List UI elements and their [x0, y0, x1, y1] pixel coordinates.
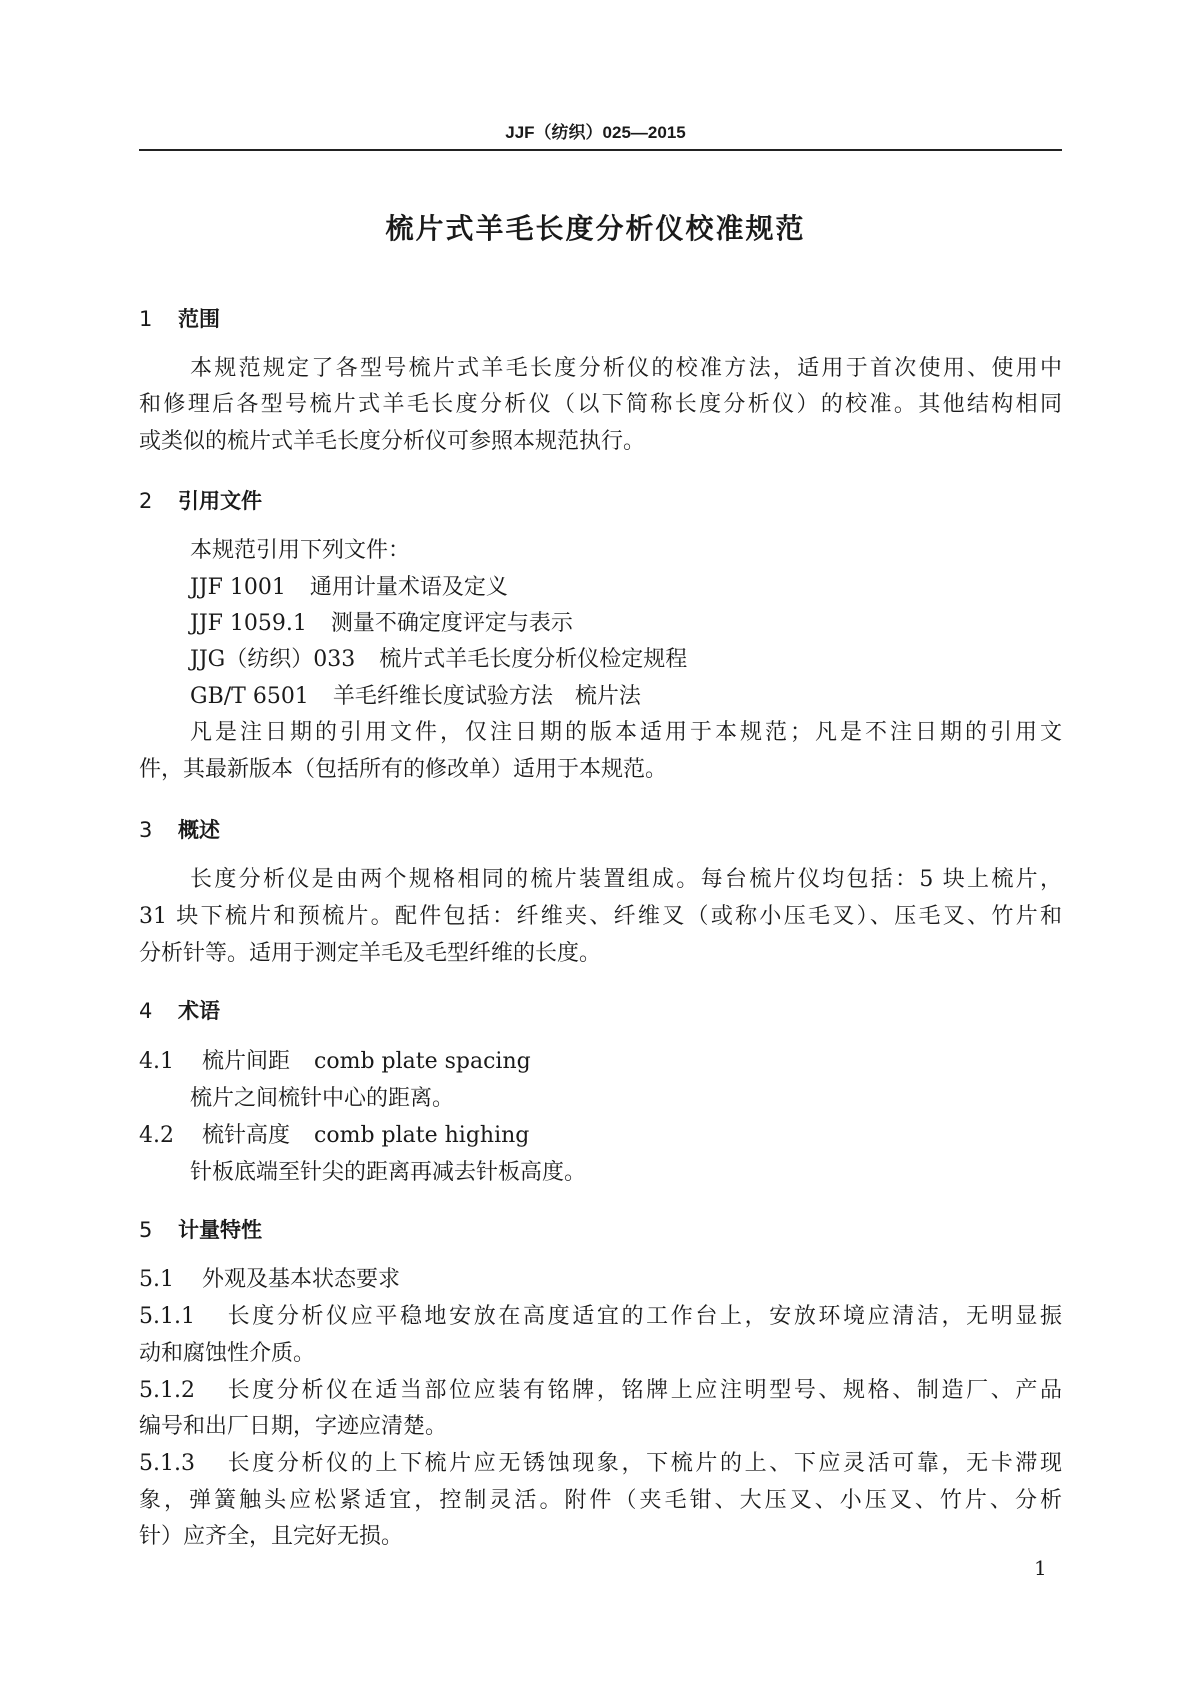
section-number: 2	[139, 489, 153, 513]
clause-number: 4.2	[139, 1123, 174, 1148]
document-code-header: JJF（纺织）025—2015	[505, 123, 686, 142]
reference-code: JJF 1001	[190, 575, 286, 600]
reference-code: GB/T 6501	[190, 684, 309, 709]
term-chinese: 梳片间距	[202, 1049, 291, 1074]
reference-item	[190, 610, 1062, 638]
section-title: 术语	[178, 999, 220, 1023]
clause-text: 长度分析仪应平稳地安放在高度适宜的工作台上，安放环境应清洁，无明显振	[225, 1304, 1062, 1329]
section-number: 4	[139, 999, 153, 1023]
term-english: comb plate spacing	[314, 1049, 531, 1074]
clause-line: 编号和出厂日期，字迹应清楚。	[139, 1414, 448, 1439]
clause-line: 针）应齐全，且完好无损。	[139, 1524, 404, 1549]
section-title: 范围	[178, 307, 220, 331]
clause-line: 象，弹簧触头应松紧适宜，控制灵活。附件（夹毛钳、大压叉、小压叉、竹片、分析	[139, 1488, 1062, 1513]
section-4-heading	[139, 995, 220, 1025]
section-1-heading	[139, 303, 220, 333]
paragraph-line: 凡是注日期的引用文件，仅注日期的版本适用于本规范；凡是不注日期的引用文	[190, 720, 1062, 745]
paragraph-line: 和修理后各型号梳片式羊毛长度分析仪（以下简称长度分析仪）的校准。其他结构相同	[139, 392, 1062, 417]
document-title: 梳片式羊毛长度分析仪校准规范	[385, 212, 806, 245]
paragraph-line: 或类似的梳片式羊毛长度分析仪可参照本规范执行。	[139, 429, 646, 454]
clause-number: 5.1.3	[139, 1451, 195, 1476]
reference-code: JJG（纺织）033	[190, 647, 356, 672]
clause-line	[139, 1377, 1062, 1405]
clause-number: 5.1	[139, 1267, 174, 1292]
term-english: comb plate highing	[314, 1123, 530, 1148]
reference-item	[190, 646, 1062, 674]
paragraph-line: 本规范规定了各型号梳片式羊毛长度分析仪的校准方法，适用于首次使用、使用中	[190, 356, 1062, 381]
clause-text: 长度分析仪的上下梳片应无锈蚀现象，下梳片的上、下应灵活可靠，无卡滞现	[225, 1451, 1062, 1476]
term-heading	[139, 1048, 1062, 1076]
reference-item	[190, 683, 1062, 711]
header-rule	[139, 149, 1062, 151]
clause-number: 5.1.1	[139, 1304, 195, 1329]
reference-name: 通用计量术语及定义	[309, 575, 508, 600]
clause-text: 长度分析仪在适当部位应装有铭牌，铭牌上应注明型号、规格、制造厂、产品	[225, 1378, 1062, 1403]
reference-name: 羊毛纤维长度试验方法 梳片法	[332, 684, 641, 709]
section-number: 1	[139, 307, 153, 331]
clause-line	[139, 1450, 1062, 1478]
section-3-heading	[139, 814, 220, 844]
term-heading	[139, 1122, 1062, 1150]
term-chinese: 梳针高度	[202, 1123, 291, 1148]
clause-line: 动和腐蚀性介质。	[139, 1341, 316, 1366]
term-definition: 针板底端至针尖的距离再减去针板高度。	[190, 1160, 587, 1185]
paragraph-line: 件，其最新版本（包括所有的修改单）适用于本规范。	[139, 757, 668, 782]
reference-name: 梳片式羊毛长度分析仪检定规程	[379, 647, 688, 672]
section-2-heading	[139, 485, 262, 515]
clause-number: 5.1.2	[139, 1378, 195, 1403]
section-number: 5	[139, 1218, 153, 1242]
paragraph-line: 本规范引用下列文件：	[190, 538, 411, 563]
subsection-heading	[139, 1266, 1062, 1294]
term-definition: 梳片之间梳针中心的距离。	[190, 1086, 455, 1111]
section-5-heading	[139, 1214, 262, 1244]
reference-code: JJF 1059.1	[190, 611, 307, 636]
clause-line	[139, 1303, 1062, 1331]
page-number: 1	[1034, 1556, 1047, 1580]
reference-name: 测量不确定度评定与表示	[330, 611, 573, 636]
subsection-title: 外观及基本状态要求	[202, 1267, 401, 1292]
reference-item	[190, 574, 1062, 602]
paragraph-line: 分析针等。适用于测定羊毛及毛型纤维的长度。	[139, 941, 602, 966]
paragraph-line: 31 块下梳片和预梳片。配件包括：纤维夹、纤维叉（或称小压毛叉）、压毛叉、竹片和	[139, 904, 1062, 929]
section-title: 计量特性	[178, 1218, 262, 1242]
section-number: 3	[139, 818, 153, 842]
section-title: 引用文件	[178, 489, 262, 513]
clause-number: 4.1	[139, 1049, 174, 1074]
paragraph-line: 长度分析仪是由两个规格相同的梳片装置组成。每台梳片仪均包括：5 块上梳片，	[190, 867, 1062, 892]
section-title: 概述	[178, 818, 220, 842]
